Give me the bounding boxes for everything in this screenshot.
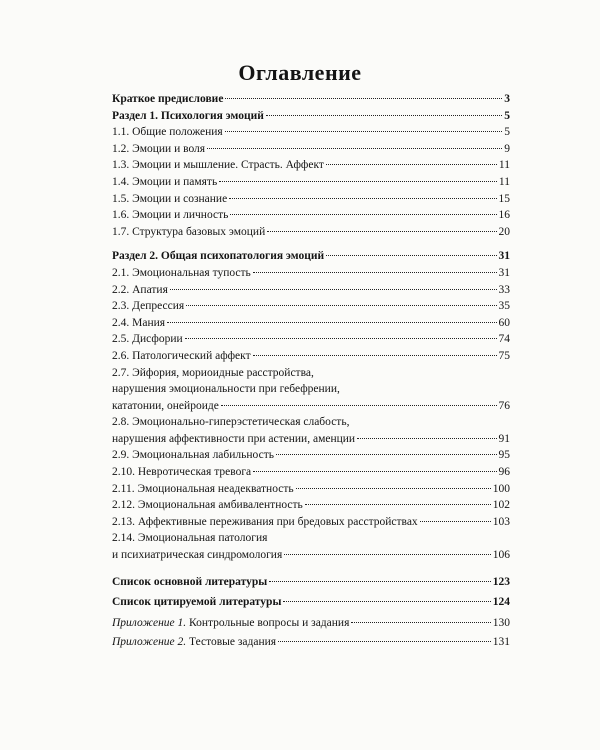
dot-leader [326,164,497,165]
toc-entry-page: 74 [498,333,510,346]
toc-entry-1-7[interactable] [112,224,510,241]
toc-entry-1-5[interactable] [112,191,510,208]
toc-entry-page: 102 [492,499,510,512]
toc-entry-title: 2.10. Невротическая тревога [112,466,252,479]
toc-entry-title: 2.13. Аффективные переживания при бредовых расстройствах [112,515,418,528]
toc-entry-title: 2.3. Депрессия [112,300,185,313]
dot-leader [284,554,490,555]
toc-entry-page: 11 [498,175,510,188]
toc-entry-page: 33 [498,283,510,296]
toc-entry-1-4[interactable] [112,174,510,191]
toc-entry-title-line: 2.7. Эйфория, мориоидные расстройства, [112,366,314,379]
toc-entry-title: 2.9. Эмоциональная лабильность [112,449,274,462]
toc-entry-title: 2.1. Эмоциональная тупость [112,266,251,279]
toc-entry-title: Список основной литературы [112,575,268,588]
toc-entry-title: Краткое предисловие [112,93,224,105]
toc-entry-title: 1.1. Общие положения [112,126,223,139]
dot-leader [326,255,496,256]
toc-entry-title: 1.3. Эмоции и мышление. Страсть. Аффект [112,159,324,172]
dot-leader [278,641,491,642]
dot-leader [269,581,491,582]
dot-leader [305,504,491,505]
toc-entry-title: 1.6. Эмоции и личность [112,209,229,222]
toc-entry-title: 1.4. Эмоции и память [112,175,218,188]
toc-entry-page: 123 [492,575,510,588]
toc-entry-page: 5 [504,109,510,122]
toc-entry-1-2[interactable] [112,141,510,158]
toc-entry-preface[interactable] [112,91,510,108]
dot-leader [225,131,503,132]
dot-leader [420,521,491,522]
toc-entry-title: Тестовые задания [189,636,277,649]
dot-leader [219,181,497,182]
toc-entry-title: Контрольные вопросы и задания [189,616,350,629]
toc-entry-title: 2.5. Дисфории [112,333,183,346]
toc-entry-page: 106 [492,549,510,562]
dot-leader [253,355,497,356]
toc-entry-main-literature[interactable] [112,574,510,591]
toc-entry-2-13[interactable] [112,514,510,531]
toc-entry-2-11[interactable] [112,481,510,498]
toc-entry-appendix-2[interactable] [112,634,510,651]
appendix-label: Приложение 2. [112,636,187,649]
dot-leader [229,198,496,199]
toc-entry-page: 131 [492,636,510,649]
toc-entry-page: 91 [498,432,510,445]
toc-entry-2-3[interactable] [112,298,510,315]
toc-entry-page: 11 [498,159,510,172]
toc-entry-2-14[interactable] [112,530,510,563]
dot-leader [266,115,502,116]
toc-entry-title: 1.5. Эмоции и сознание [112,192,228,205]
dot-leader [230,214,496,215]
toc-entry-2-6[interactable] [112,348,510,365]
dot-leader [351,622,490,623]
toc-entry-title: 2.6. Патологический аффект [112,349,251,362]
toc-entry-page: 31 [498,250,510,263]
toc-entry-title: Раздел 1. Психология эмоций [112,109,264,122]
toc-entry-page: 35 [498,300,510,313]
dot-leader [167,322,496,323]
toc-entry-title-line: нарушения эмоциональности при гебефрении, [112,383,340,396]
toc-entry-page: 103 [492,515,510,528]
dot-leader [296,488,491,489]
toc-entry-page: 96 [498,466,510,479]
table-of-contents [112,91,510,651]
toc-entry-page: 16 [498,209,510,222]
spacer [112,564,510,574]
toc-entry-title: 2.2. Апатия [112,283,168,296]
toc-entry-section-2[interactable] [112,248,510,265]
dot-leader [253,471,496,472]
toc-entry-page: 15 [498,192,510,205]
toc-entry-title-line: кататонии, онейроиде [112,399,219,412]
toc-entry-title: 2.12. Эмоциональная амбивалентность [112,499,303,512]
toc-entry-page: 20 [498,225,510,238]
dot-leader [267,231,496,232]
toc-entry-page: 100 [492,482,510,495]
appendix-label: Приложение 1. [112,616,187,629]
toc-entry-2-1[interactable] [112,265,510,282]
toc-entry-title-line: 2.8. Эмоционально-гиперэстетическая слабость, [112,416,350,429]
dot-leader [276,454,497,455]
toc-entry-2-10[interactable] [112,464,510,481]
toc-entry-appendix-1[interactable] [112,615,510,632]
dot-leader [186,305,496,306]
toc-entry-1-1[interactable] [112,124,510,141]
toc-entry-2-8[interactable] [112,414,510,447]
toc-entry-2-12[interactable] [112,497,510,514]
dot-leader [225,98,502,99]
dot-leader [185,338,497,339]
toc-entry-title: 1.2. Эмоции и воля [112,142,206,155]
toc-entry-title: 2.4. Мания [112,316,166,329]
toc-entry-title-line: нарушения аффективности при астении, аменции [112,432,356,445]
toc-entry-2-7[interactable] [112,365,510,415]
toc-entry-2-9[interactable] [112,447,510,464]
spacer [112,240,510,248]
toc-entry-2-4[interactable] [112,315,510,332]
toc-entry-page: 76 [498,399,510,412]
toc-entry-page: 124 [492,596,510,609]
toc-entry-cited-literature[interactable] [112,594,510,611]
toc-entry-title: Раздел 2. Общая психопатология эмоций [112,250,325,263]
toc-entry-2-5[interactable] [112,331,510,348]
toc-entry-page: 5 [504,126,510,139]
dot-leader [207,148,502,149]
toc-entry-page: 75 [498,349,510,362]
dot-leader [170,289,497,290]
toc-entry-title: 2.11. Эмоциональная неадекватность [112,482,294,495]
toc-entry-page: 95 [498,449,510,462]
page-title: Оглавление [238,60,362,85]
toc-entry-title-line: и психиатрическая синдромология [112,549,283,562]
toc-entry-2-2[interactable] [112,282,510,299]
toc-entry-page: 31 [498,266,510,279]
dot-leader [357,438,496,439]
toc-entry-title: Список цитируемой литературы [112,596,282,609]
toc-entry-page: 3 [504,93,510,105]
dot-leader [283,601,490,602]
toc-entry-title: 1.7. Структура базовых эмоций [112,225,266,238]
toc-entry-page: 9 [504,142,510,155]
toc-entry-page: 60 [498,316,510,329]
toc-entry-title-line: 2.14. Эмоциональная патология [112,532,268,545]
toc-entry-page: 130 [492,616,510,629]
dot-leader [253,272,497,273]
toc-entry-section-1[interactable] [112,108,510,125]
toc-entry-1-6[interactable] [112,207,510,224]
toc-entry-1-3[interactable] [112,157,510,174]
dot-leader [221,405,497,406]
